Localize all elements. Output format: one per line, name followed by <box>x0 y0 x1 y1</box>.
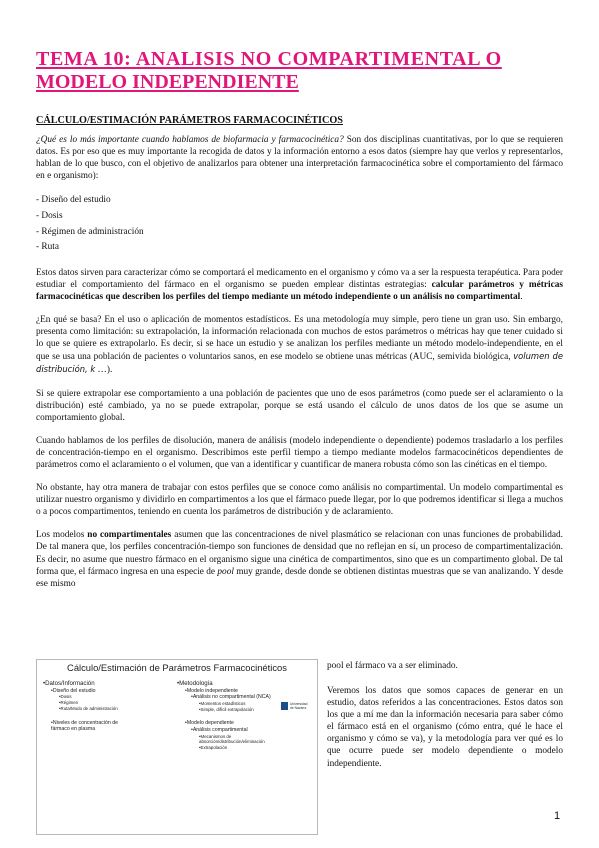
slide-item: • Diseño del estudio <box>43 688 163 695</box>
data-list <box>36 193 563 255</box>
slide-subitem: • Ruta/Modo de administración <box>43 706 163 712</box>
list-item: - Dosis <box>36 210 63 221</box>
paragraph-text: Los modelos <box>36 530 88 541</box>
slide-heading-data: • Datos/Información <box>43 680 163 688</box>
embedded-slide-image <box>36 659 318 835</box>
slide-item: • Modelo dependiente <box>177 720 287 727</box>
paragraph-strategies <box>36 267 563 303</box>
paragraph-data-generation: Veremos los datos que somos capaces de generar en un estudio, datos referidos a las concentraciones. Estos datos son los que a mí me dan la información necesaria para saber cómo el fármaco está en el organismo (cómo entra, qué le hace el organismo y cómo se va), y la metodología para ver qué es lo que ocurre puede ser modelo dependiente o modelo independiente. <box>327 686 563 769</box>
paragraph-compartmental: No obstante, hay otra manera de trabajar con estos perfiles que se conoce como análisis no compartimental. Un modelo compartimental es utilizar nuestro organismo y dividirlo en compartimentos a los que el fármaco puede llegar, por lo que podremos identificar si llega a muchos o a pocos compartimentos, teniendo en cuenta los parámetros de distribución y de aclaramiento. <box>36 483 563 518</box>
paragraph-end: . <box>520 291 523 302</box>
italic-text: pool <box>217 566 234 577</box>
paragraph-text: ¿En qué se basa? En el uso o aplicación de momentos estadísticos. Es una metodología muy simple, pero tiene un gran uso. Sin embargo, presenta como limitación: su extrapolación, la información relacionada con muchos de estos parámetros o métricas hay que tener cuidado si lo que se quiere es extrapolarlo. Es decir, si se hace un estudio y se analizan los perfiles mediante un método modelo-independiente, en el que se usa una población de pacientes o voluntarios sanos, en ese modelo se obtiene unas métricas (AUC, semivida biológica, <box>36 315 563 363</box>
intro-paragraph <box>36 134 563 182</box>
paragraph-end: …). <box>95 365 113 376</box>
paragraph-non-compartmental <box>36 529 563 589</box>
list-item: - Ruta <box>36 242 59 253</box>
slide-item: • Niveles de concentración de fármaco en plasma <box>43 720 133 733</box>
slide-right-column <box>177 680 287 751</box>
bold-text: no compartimentales <box>87 530 172 541</box>
title-line-2: MODELO INDEPENDIENTE <box>36 71 299 93</box>
slide-subitem: • Momentos estadísticos <box>177 701 287 707</box>
paragraph-extrapolation: Si se quiere extrapolar ese comportamiento a una población de pacientes que uno de esos parámetros (como puede ser el aclaramiento o la distribución) esté cambiado, ya no se puede extrapolar, porque se está usando el cálculo de unos datos de los que se asume un comportamiento global. <box>36 388 563 423</box>
paragraph-end: muy grande, desde donde se obtienen distintas muestras que se van analizando. Y desde ese mismo <box>36 566 563 589</box>
list-item: - Diseño del estudio <box>36 195 111 206</box>
slide-heading-methodology: • Metodología <box>177 680 287 688</box>
page-number: 1 <box>554 810 561 822</box>
slide-subitem: • Simple, difícil extrapolación <box>177 707 287 713</box>
paragraph-text: Estos datos sirven para caracterizar cómo se comportará el medicamento en el organismo y cómo va a ser la respuesta terapéutica. Para poder estudiar el comportamiento del fármaco en el organismo se pueden emplear distintas estrategias: <box>36 267 563 290</box>
slide-subitem: • Extrapolación <box>177 745 287 751</box>
logo-text: Universidad de Navarra <box>290 702 308 710</box>
slide-item: • Análisis no compartimental (NCA) <box>177 694 287 701</box>
slide-item: • Análisis compartimental <box>177 727 287 734</box>
slide-left-column <box>43 680 163 733</box>
bold-text: calcular parámetros y métricas farmacocinéticas que describen los perfiles del tiempo mediante un método independiente o un análisis no compartimental <box>36 279 563 302</box>
slide-title: Cálculo/Estimación de Parámetros Farmacocinéticos <box>67 662 287 673</box>
slide-item: • Modelo independiente <box>177 688 287 695</box>
pool-line: pool el fármaco va a ser eliminado. <box>327 661 458 671</box>
paragraph-dissolution: Cuando hablamos de los perfiles de disolución, manera de análisis (modelo independiente o dependiente) podemos trasladarlo a los perfiles de concentración-tiempo en el organismo. Describimos este perfil tiempo a tiempo mediante modelos farmacocinéticos dependientes de parámetros como el aclaramiento o el volumen, que van a identificar y cuantificar de manera robusta cómo son las cinéticas en el tiempo. <box>36 435 563 470</box>
paragraph-text: asumen que las concentraciones de nivel plasmático se relacionan con unas funciones de probabilidad. De tal manera que, los perfiles concentración-tiempo son funciones de densidad que no reflejan en sí, un proceso de compartimentalización. Es decir, no asume que nuestro fármaco en el organismo sigue una cinética de compartimentos, sino que es un compartimento global. De tal forma que, el fármaco ingresa en una especie de <box>36 530 563 577</box>
slide-subitem: • Mecanismos de absorción/distribución/eliminación <box>177 734 279 746</box>
title-line-1: TEMA 10: ANALISIS NO COMPARTIMENTAL O <box>36 48 502 70</box>
document-page <box>36 48 563 590</box>
slide-subitem: • Dosis <box>43 694 163 700</box>
slide-subitem: • Régimen <box>43 700 163 706</box>
intro-text: Son dos disciplinas cuantitativas, por lo que se requieren datos. Es por eso que es muy importante la recogida de datos y la información entorno a esos datos (siempre hay que verlos y representarlos, hablan de lo que busco, con el objetivo de analizarlos para obtener una interpretación farmacocinética sobre el comportamiento del fármaco en e organismo): <box>36 135 563 182</box>
intro-question: ¿Qué es lo más importante cuando hablamos de biofarmacia y farmacocinética? <box>36 135 344 145</box>
section-heading: CÁLCULO/ESTIMACIÓN PARÁMETROS FARMACOCINÉTICOS <box>36 115 343 126</box>
page-title <box>36 48 563 94</box>
handwritten-text: volumen de distribución, k <box>36 351 563 375</box>
list-item: - Régimen de administración <box>36 226 144 237</box>
paragraph-basis <box>36 314 563 376</box>
